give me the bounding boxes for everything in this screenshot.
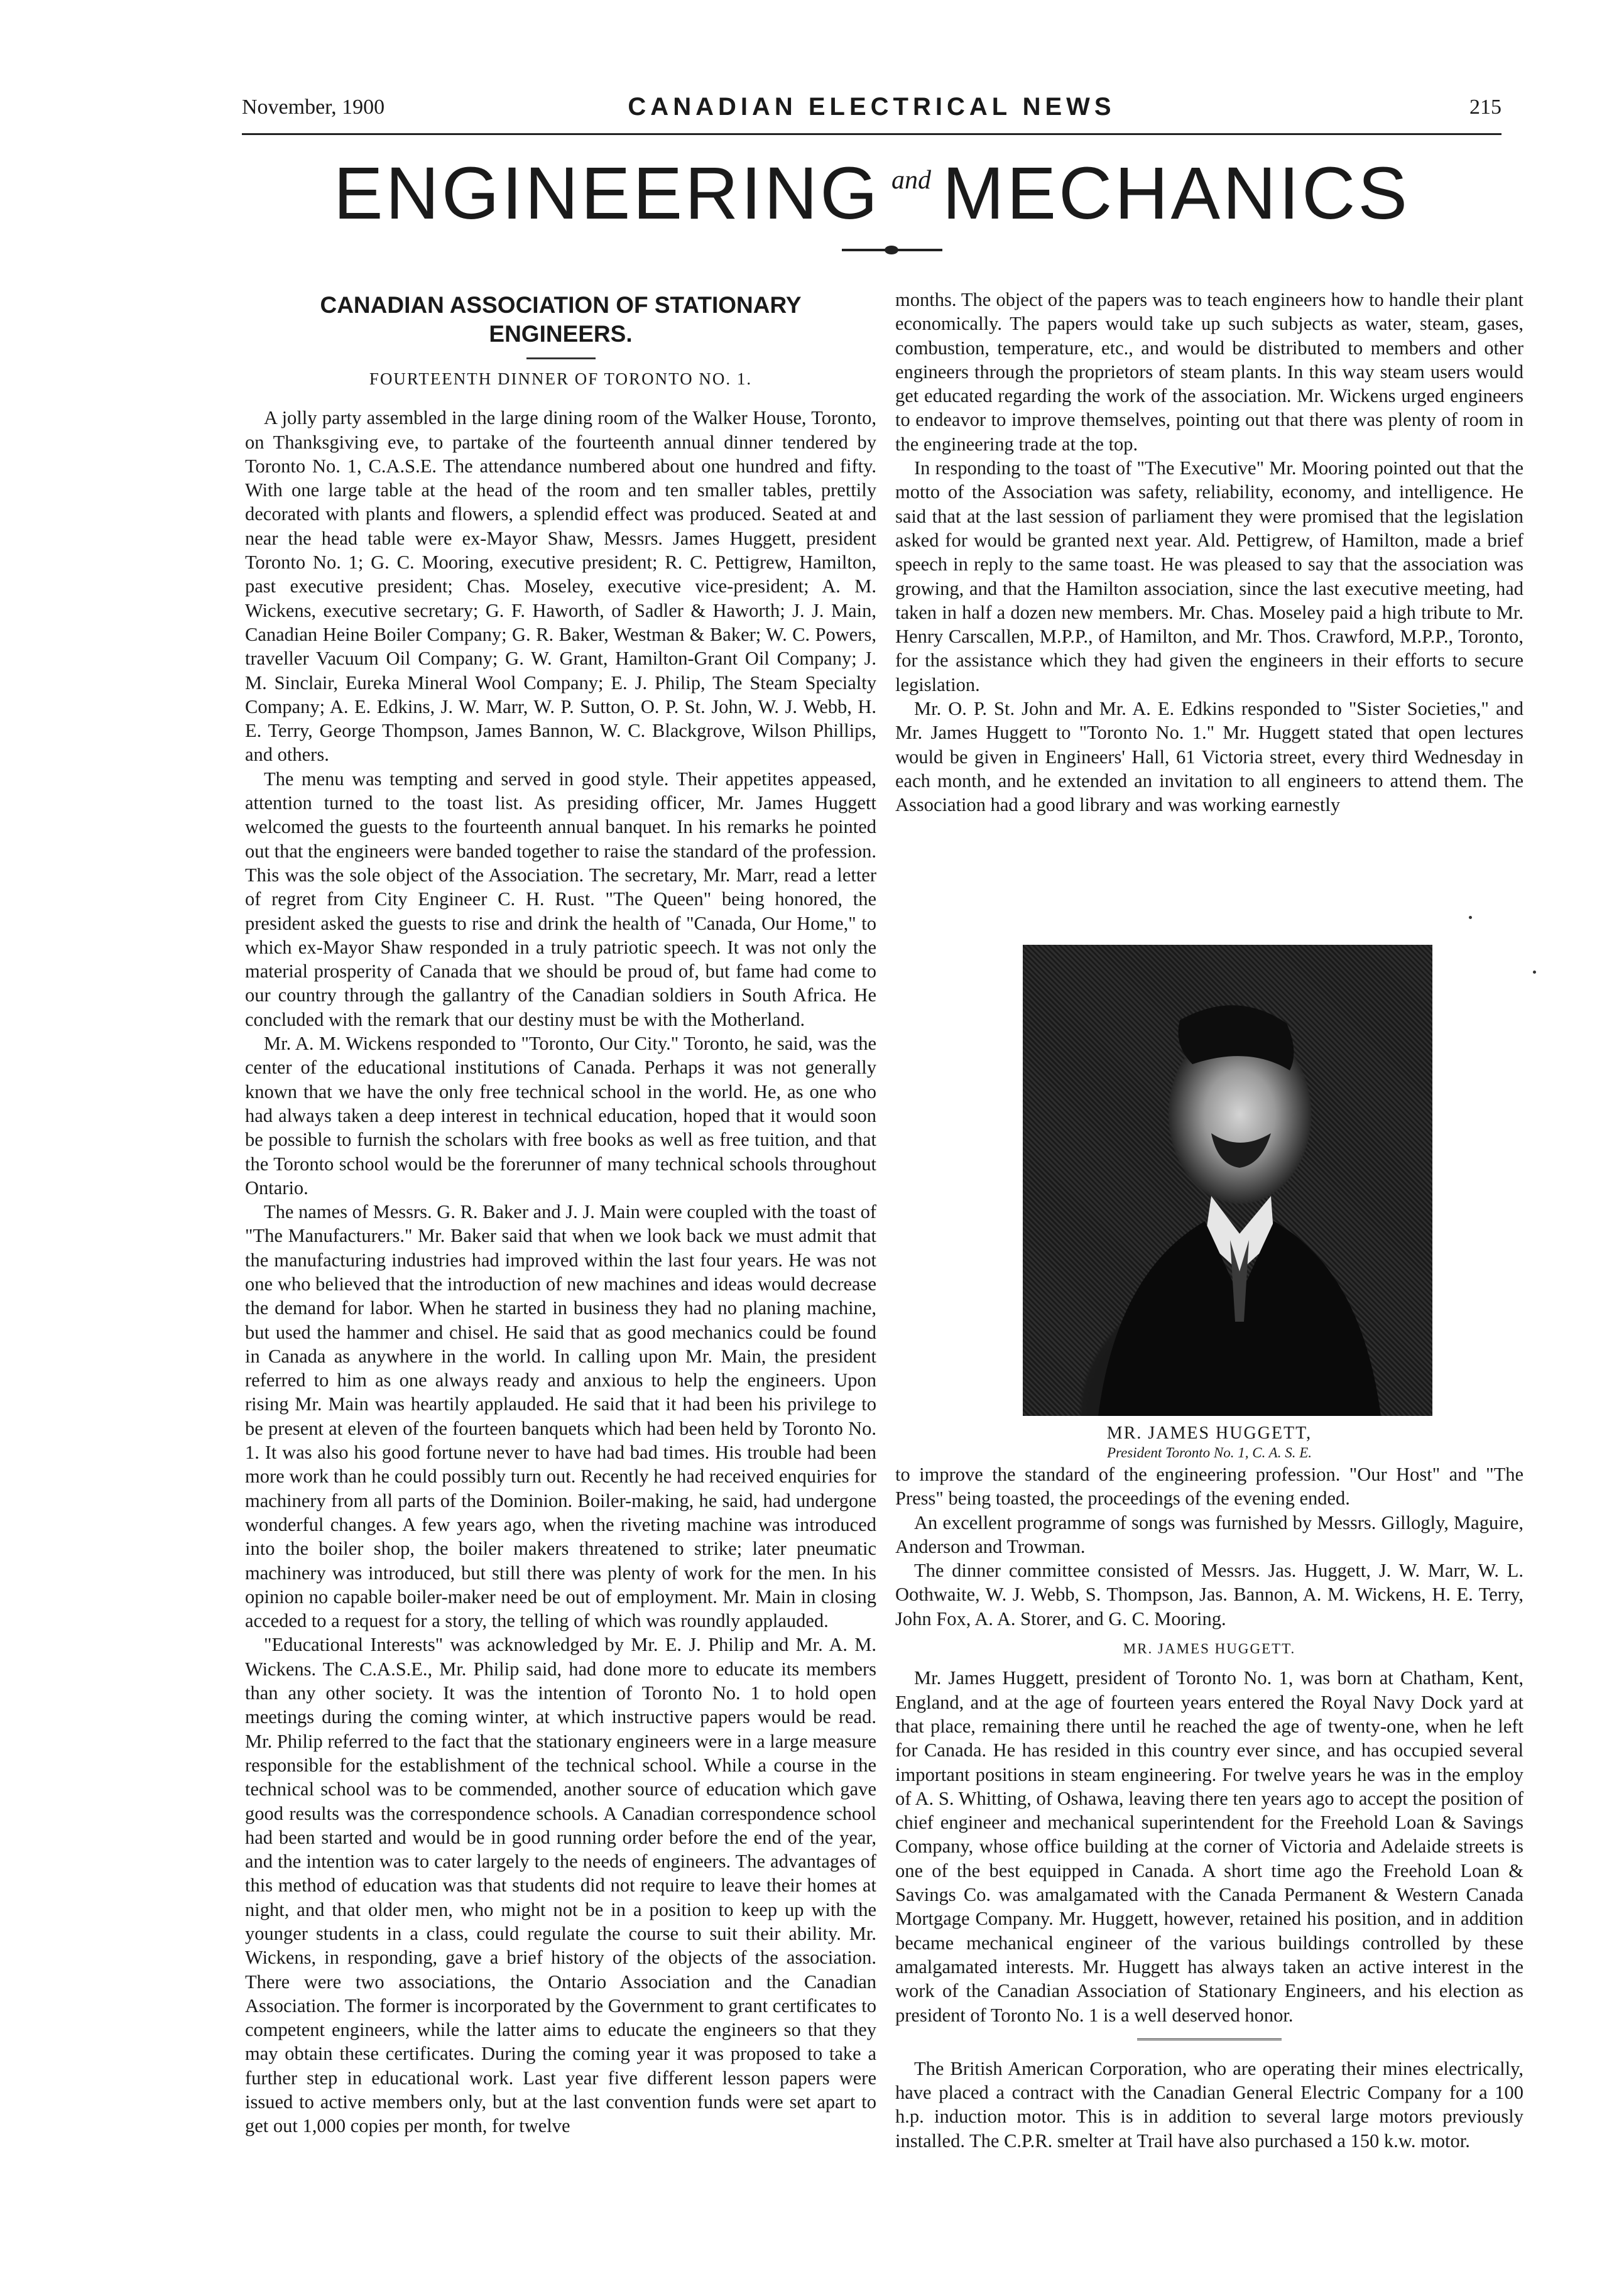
paragraph: The dinner committee consisted of Messrs. Jas. Huggett, J. W. Marr, W. L. Oothwaite, W. J. Webb, S. Thompson, Jas. Bannon, A. M. Wickens, H. E. Terry, John Fox, A. A. Storer, and G. C. Mooring. [895, 1560, 1523, 1630]
article-subtitle: FOURTEENTH DINNER OF TORONTO NO. 1. [369, 369, 753, 388]
header-rule [242, 133, 1501, 135]
section-word-engineering: ENGINEERING [333, 152, 881, 235]
title-rule [526, 357, 596, 359]
page-number: 215 [1469, 95, 1501, 119]
paragraph: months. The object of the papers was to teach engineers how to handle their plant economically. The papers would take up such subjects as water, steam, gases, combustion, temperature, etc., and would be distributed to members and other engineers through the proprietors of steam plants. In this way steam users would get educated regarding the work of the association. Mr. Wickens urged engineers to endeavor to improve themselves, pointing out that there was plenty of room in the engineering trade at the top. [895, 289, 1523, 455]
paragraph: An excellent programme of songs was furnished by Messrs. Gillogly, Maguire, Anderson and Trowman. [895, 1511, 1523, 1557]
section-title [242, 151, 1501, 235]
paragraph: In responding to the toast of "The Executive" Mr. Mooring pointed out that the motto of the Association was safety, reliability, economy, and intelligence. He said that at the last session of parliament they were promised that the legislation asked for would be granted next year. Ald. Pettigrew, of Hamilton, made a brief speech in reply to the same toast. He was pleased to say that the association was growing, and that the Hamilton association, since the last executive meeting, had taken in half a dozen new members. Mr. Chas. Moseley paid a high tribute to Mr. Henry Carscallen, M.P.P., of Hamilton, and Mr. Thos. Crawford, M.P.P., Toronto, for the assistance which they had given the engineers in their efforts to secure legislation. [895, 457, 1523, 695]
portrait-photo [1023, 945, 1432, 1416]
section-divider [1137, 2038, 1282, 2043]
portrait-caption-title: President Toronto No. 1, C. A. S. E. [1106, 1445, 1312, 1461]
portrait-figure [1023, 945, 1432, 1416]
right-column-bottom [895, 1462, 1523, 2153]
journal-title: CANADIAN ELECTRICAL NEWS [628, 93, 1116, 121]
paragraph: to improve the standard of the engineering profession. "Our Host" and "The Press" being toasted, the proceedings of the evening ended. [895, 1464, 1523, 1510]
section-and: and [891, 166, 932, 195]
print-speck [1533, 971, 1536, 974]
bio-heading: MR. JAMES HUGGETT. [1123, 1641, 1296, 1657]
left-column [245, 280, 876, 2138]
paragraph: The menu was tempting and served in good style. Their appetites appeased, attention turned to the toast list. As presiding officer, Mr. James Huggett welcomed the guests to the fourteenth annual banquet. In his remarks he pointed out that the engineers were banded together to raise the standard of the profession. This was the sole object of the Association. The secretary, Mr. Marr, read a letter of regret from City Engineer C. H. Rust. "The Queen" being honored, the president asked the guests to rise and drink the health of "Canada, Our Home," to which ex-Mayor Shaw responded in a truly patriotic speech. It was not only the material prosperity of Canada that we should be proud of, but fame had come to our country through the gallantry of the Canadian soldiers in South Africa. He concluded with the remark that our destiny must be with the Motherland. [245, 768, 876, 1030]
paragraph: Mr. A. M. Wickens responded to "Toronto, Our City." Toronto, he said, was the center of the educational institutions of Canada. Perhaps it was not generally known that we have the only free technical school in the world. He, as one who had always taken a deep interest in technical education, hoped that it would soon be possible to furnish the scholars with free books as well as free tuition, and that the Toronto school would be the forerunner of many technical schools throughout Ontario. [245, 1033, 876, 1199]
issue-date: November, 1900 [242, 95, 385, 119]
paragraph: The names of Messrs. G. R. Baker and J. J. Main were coupled with the toast of "The Manufacturers." Mr. Baker said that when we look back we must admit that the manufacturing industries had improved within the last four years. He was not one who believed that the introduction of new machines and ideas would decrease the demand for labor. When he started in business they had no planing machine, but used the hammer and chisel. He said that as good mechanics could be found in Canada as anywhere in the world. In calling upon Mr. Main, the president referred to him as one always ready and anxious to help the engineers. Upon rising Mr. Main was heartily applauded. He said that it had been his privilege to be present at eleven of the fourteen banquets which had been held by Toronto No. 1. It was also his good fortune never to have had bad times. His trouble had been more work than he could possibly turn out. Recently he had received enquiries for machinery from all parts of the Dominion. Boiler-making, he said, had undergone wonderful changes. A few years ago, when the riveting machine was introduced into the boiler shop, the boiler makers threatened to strike; later pneumatic machinery was introduced, but still there was plenty of work for the men. In his opinion no capable boiler-maker need be out of employment. Mr. Main in closing acceded to a request for a story, the telling of which was roundly applauded. [245, 1201, 876, 1632]
print-speck [1469, 916, 1472, 919]
article-title: CANADIAN ASSOCIATION OF STATIONARY ENGINEERS. [320, 292, 802, 347]
right-column-top [895, 288, 1523, 817]
paragraph: A jolly party assembled in the large dining room of the Walker House, Toronto, on Thanksgiving eve, to partake of the fourteenth annual dinner tendered by Toronto No. 1, C.A.S.E. The attendance numbered about one hundred and fifty. With one large table at the head of the room and ten smaller tables, prettily decorated with plants and flowers, a splendid effect was produced. Seated at and near the head table were ex-Mayor Shaw, Messrs. James Huggett, president Toronto No. 1; G. C. Mooring, executive president; R. C. Pettigrew, Hamilton, past executive president; Chas. Moseley, executive vice-president; A. M. Wickens, executive secretary; G. F. Haworth, of Sadler & Haworth; J. J. Main, Canadian Heine Boiler Company; G. R. Baker, Westman & Baker; W. C. Powers, traveller Vacuum Oil Company; G. W. Grant, Hamilton-Grant Oil Company; J. M. Sinclair, Eureka Mineral Wool Company; E. J. Philip, The Steam Specialty Company; A. E. Edkins, J. W. Marr, W. P. Sutton, O. P. St. John, W. J. Webb, H. E. Terry, George Thompson, James Bannon, W. C. Blackgrove, Wilson Phillips, and others. [245, 407, 876, 766]
paragraph: "Educational Interests" was acknowledged by Mr. E. J. Philip and Mr. A. M. Wickens. The C.A.S.E., Mr. Philip said, had done more to educate its members than any other society. It was the intention of Toronto No. 1 to hold open meetings during the coming winter, at which instructive papers would be read. Mr. Philip referred to the fact that the stationary engineers were in a large measure responsible for the establishment of the technical school. While a course in the technical school was to be commended, another source of education which gave good results was the correspondence schools. A Canadian correspondence school had been started and would be in good running order before the end of the year, and the intention was to cater largely to the needs of engineers. The advantages of this method of education was that students did not require to leave their homes at night, and that older men, who might not be in a position to keep up with the younger students in a class, could regulate the course to suit their ability. Mr. Wickens, in responding, gave a brief history of the objects of the association. There were two associations, the Ontario Association and the Canadian Association. The former is incorporated by the Government to grant certificates to competent engineers, while the latter aims to educate the engineers so that they may obtain these certificates. During the coming year it was proposed to take a further step in educational work. Last year five different lesson papers were issued to active members only, but at the last convention funds were set apart to get out 1,000 copies per month, for twelve [245, 1634, 876, 2137]
bio-paragraph: Mr. James Huggett, president of Toronto No. 1, was born at Chatham, Kent, England, and at the age of fourteen years entered the Royal Navy Dock yard at that place, remaining there until he reached the age of twenty-one, when he left for Canada. He has resided in this country ever since, and has occupied several important positions in steam engineering. For twelve years he was in the employ of A. S. Whitting, of Oshawa, leaving there ten years ago to accept the position of chief engineer and mechanical superintendent for the Freehold Loan & Savings Company, whose office building at the corner of Victoria and Adelaide streets is one of the best equipped in Canada. A short time ago the Freehold Loan & Savings Co. was amalgamated with the Canada Permanent & Western Canada Mortgage Company. Mr. Huggett, however, retained his position, and in addition became mechanical engineer of the various buildings controlled by these amalgamated interests. Mr. Huggett has always taken an active interest in the work of the Canadian Association of Stationary Engineers, and his election as president of Toronto No. 1 is a well deserved honor. [895, 1667, 1523, 2026]
paragraph: Mr. O. P. St. John and Mr. A. E. Edkins responded to "Sister Societies," and Mr. James Huggett to "Toronto No. 1." Mr. Huggett stated that open lectures would be given in Engineers' Hall, 61 Victoria street, every third Wednesday in each month, and he extended an invitation to all engineers to attend them. The Association had a good library and was working earnestly [895, 698, 1523, 816]
news-item: The British American Corporation, who are operating their mines electrically, have placed a contract with the Canadian General Electric Company for a 100 h.p. induction motor. This is in addition to several large motors previously installed. The C.P.R. smelter at Trail have also purchased a 150 k.w. motor. [895, 2057, 1523, 2152]
portrait-caption-name: MR. JAMES HUGGETT, [1106, 1423, 1312, 1443]
section-word-mechanics: MECHANICS [942, 152, 1410, 235]
running-head [242, 93, 1501, 131]
ornament-divider [842, 249, 942, 251]
